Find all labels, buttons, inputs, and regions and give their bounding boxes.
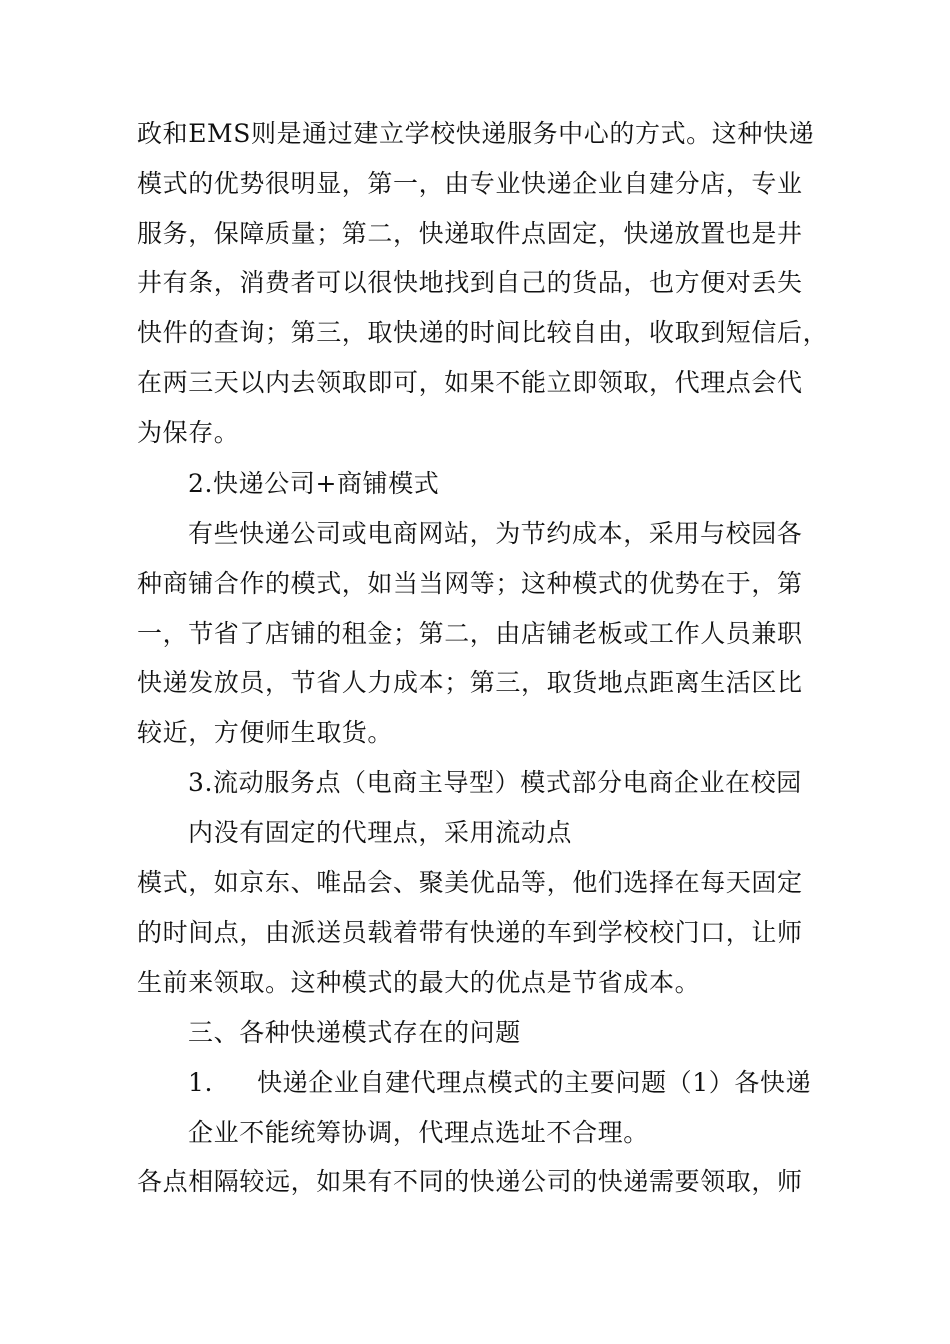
text-line: 模式的优势很明显，第一，由专业快递企业自建分店，专业 xyxy=(137,169,803,198)
text-line: 模式，如京东、唯品会、聚美优品等，他们选择在每天固定 xyxy=(137,868,803,897)
text-line: 种商铺合作的模式，如当当网等；这种模式的优势在于，第 xyxy=(137,569,803,598)
numbered-heading xyxy=(188,1068,811,1098)
text-line: 为保存。 xyxy=(137,418,240,447)
list-number: 1. xyxy=(188,1068,214,1097)
text-line: 政和EMS则是通过建立学校快递服务中心的方式。这种快递 xyxy=(137,119,815,148)
text-line: 在两三天以内去领取即可，如果不能立即领取，代理点会代 xyxy=(137,368,803,397)
text-line: 的时间点，由派送员载着带有快递的车到学校校门口，让师 xyxy=(137,918,803,947)
text-line: 各点相隔较远，如果有不同的快递公司的快递需要领取，师 xyxy=(137,1167,803,1196)
text-line: 内没有固定的代理点，采用流动点 xyxy=(188,818,573,847)
text-line: 有些快递公司或电商网站，为节约成本，采用与校园各 xyxy=(188,519,803,548)
text-line: 快件的查询；第三，取快递的时间比较自由，收取到短信后， xyxy=(137,318,829,347)
text-line: 企业不能统筹协调，代理点选址不合理。 xyxy=(188,1118,649,1147)
text-line: 生前来领取。这种模式的最大的优点是节省成本。 xyxy=(137,968,701,997)
heading-text: 快递企业自建代理点模式的主要问题（1）各快递 xyxy=(257,1068,812,1097)
chapter-heading: 三、各种快递模式存在的问题 xyxy=(188,1018,521,1047)
section-heading: 2.快递公司+商铺模式 xyxy=(188,469,440,498)
text-line: 较近，方便师生取货。 xyxy=(137,718,394,747)
text-line: 快递发放员，节省人力成本；第三，取货地点距离生活区比 xyxy=(137,668,803,697)
section-heading: 3.流动服务点（电商主导型）模式部分电商企业在校园 xyxy=(188,768,802,797)
text-line: 一，节省了店铺的租金；第二，由店铺老板或工作人员兼职 xyxy=(137,619,803,648)
text-line: 井有条，消费者可以很快地找到自己的货品，也方便对丢失 xyxy=(137,268,803,297)
text-line: 服务，保障质量；第二，快递取件点固定，快递放置也是井 xyxy=(137,219,803,248)
